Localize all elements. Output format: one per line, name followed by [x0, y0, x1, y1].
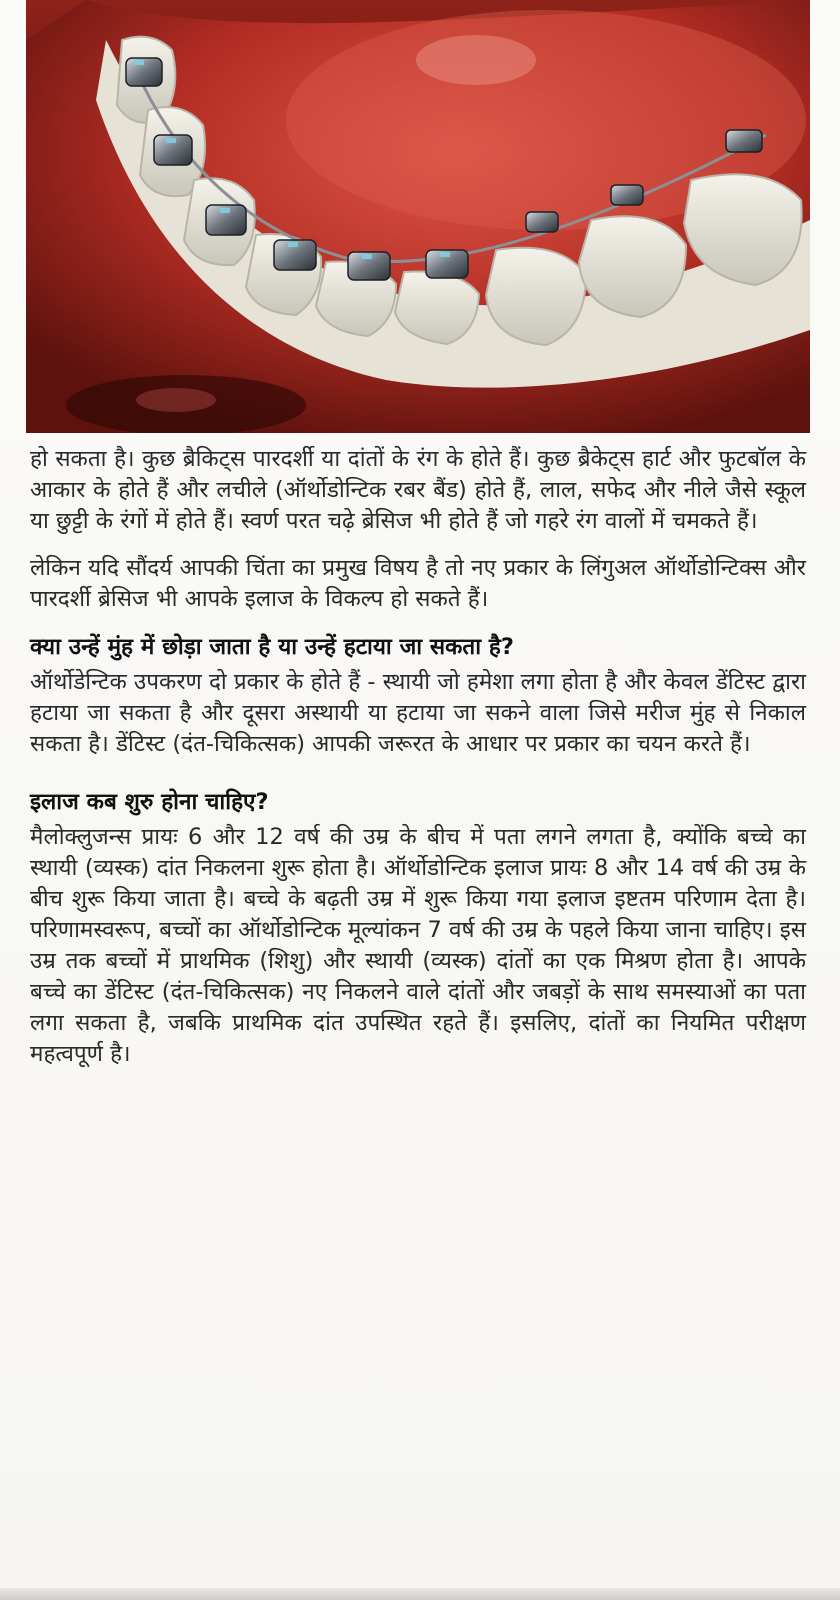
paragraph-treatment-age: मैलोक्लुजन्स प्रायः 6 और 12 वर्ष की उम्र के बीच में पता लगने लगता है, क्योंकि बच्चे का स्थायी (व्यस्क) दांत निकलना शुरू होता है। ऑर्थोडोन्टिक इलाज प्रायः 8 और 14 वर्ष की उम्र के बीच शुरू किया जाता है। बच्चे के बढ़ती उम्र में शुरू किया गया इलाज इष्टतम परिणाम देता है। परिणामस्वरूप, बच्चों का ऑर्थोडोन्टिक मूल्यांकन 7 वर्ष की उम्र के पहले किया जाना चाहिए। इस उम्र तक बच्चों में प्राथमिक (शिशु) और स्थायी (व्यस्क) दांतों का एक मिश्रण होता है। आपके बच्चे का डेंटिस्ट (दंत-चिकित्सक) नए निकलने वाले दांतों और जबड़ों के साथ समस्याओं का पता लगा सकता है, जबकि प्राथमिक दांत उपस्थित रहते हैं। इसलिए, दांतों का नियमित परीक्षण महत्वपूर्ण है।: [30, 824, 806, 1067]
heading-removable: क्या उन्हें मुंह में छोड़ा जाता है या उन्हें हटाया जा सकता है?: [30, 634, 514, 660]
braces-illustration: [26, 0, 810, 433]
paragraph-appliance-types: ऑर्थोडेन्टिक उपकरण दो प्रकार के होते हैं - स्थायी जो हमेशा लगा होता है और केवल डेंटिस्ट द्वारा हटाया जा सकता है और दूसरा अस्थायी या हटाया जा सकने वाला जिसे मरीज मुंह से निकाल सकता है। डेंटिस्ट (दंत-चिकित्सक) आपकी जरूरत के आधार पर प्रकार का चयन करते हैं।: [30, 669, 806, 757]
article-text: [30, 444, 806, 1086]
paragraph-bracket-types: हो सकता है। कुछ ब्रैकिट्स पारदर्शी या दांतों के रंग के होते हैं। कुछ ब्रैकेट्स हार्ट और फुटबॉल के आकार के होते हैं और लचीले (ऑर्थोडोन्टिक रबर बैंड) होते हैं, लाल, सफेद और नीले जैसे स्कूल या छुट्टी के रंगों में होते हैं। स्वर्ण परत चढ़े ब्रेसिज भी होते हैं जो गहरे रंग वालों में चमकते हैं।: [30, 446, 806, 534]
paragraph-aesthetic-options: लेकिन यदि सौंदर्य आपकी चिंता का प्रमुख विषय है तो नए प्रकार के लिंगुअल ऑर्थोडोन्टिक्स और पारदर्शी ब्रेसिज भी आपके इलाज के विकल्प हो सकते हैं।: [30, 555, 806, 612]
braces-photo: [26, 0, 810, 433]
heading-when-to-start: इलाज कब शुरु होना चाहिए?: [30, 789, 269, 815]
page-bottom-edge: [0, 1588, 840, 1600]
